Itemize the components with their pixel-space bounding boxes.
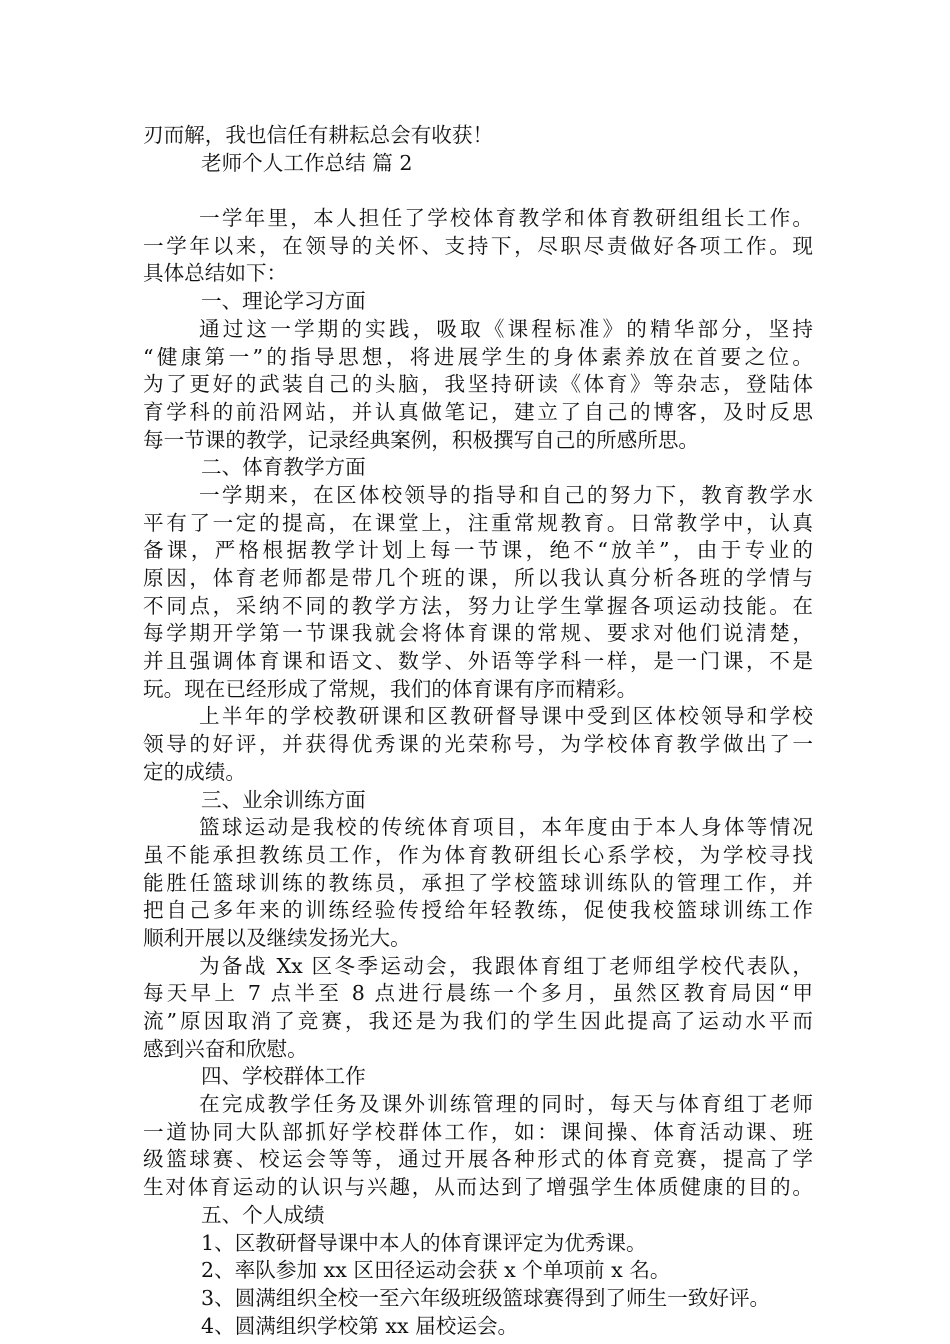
- paragraph-line: 具体总结如下：: [143, 261, 288, 286]
- paragraph-line: 一道协同大队部抓好学校群体工作，如：课间操、体育活动课、班: [143, 1119, 813, 1144]
- paragraph-line: 不同点，采纳不同的教学方法，努力让学生掌握各项运动技能。在: [143, 593, 813, 618]
- achievement-item: 3、圆满组织全校一至六年级班级篮球赛得到了师生一致好评。: [201, 1285, 771, 1310]
- achievement-item: 4、圆满组织学校第 xx 届校运会。: [201, 1313, 519, 1338]
- paragraph-line: 原因，体育老师都是带几个班的课，所以我认真分析各班的学情与: [143, 566, 813, 590]
- paragraph-line: 平有了一定的提高，在课堂上，注重常规教育。日常教学中，认真: [143, 510, 813, 535]
- paragraph-line: 上半年的学校教研课和区教研督导课中受到区体校领导和学校: [199, 704, 813, 729]
- paragraph-line: 一学年里，本人担任了学校体育教学和体育教研组组长工作。: [199, 206, 813, 231]
- paragraph-line: 感到兴奋和欣慰。: [143, 1036, 308, 1061]
- achievement-item: 1、区教研督导课中本人的体育课评定为优秀课。: [201, 1230, 647, 1255]
- section-heading: 四、学校群体工作: [201, 1064, 366, 1089]
- paragraph-line: 为了更好的武装自己的头脑，我坚持研读《体育》等杂志，登陆体: [143, 372, 813, 397]
- paragraph-line: 领导的好评，并获得优秀课的光荣称号，为学校体育教学做出了一: [143, 732, 813, 757]
- paragraph-line: 篮球运动是我校的传统体育项目，本年度由于本人身体等情况: [199, 815, 813, 840]
- paragraph-line: 定的成绩。: [143, 759, 246, 784]
- section-heading: 五、个人成绩: [201, 1202, 325, 1227]
- paragraph-line: 把自己多年来的训练经验传授给年轻教练，促使我校篮球训练工作: [143, 898, 813, 923]
- paragraph-line: “健康第一”的指导思想，将进展学生的身体素养放在首要之位。: [143, 344, 813, 369]
- paragraph-line: 通过这一学期的实践，吸取《课程标准》的精华部分，坚持: [199, 316, 813, 341]
- paragraph-line: 能胜任篮球训练的教练员，承担了学校篮球训练队的管理工作，并: [143, 870, 813, 895]
- paragraph-line: 并且强调体育课和语文、数学、外语等学科一样，是一门课，不是: [143, 649, 813, 674]
- paragraph-line: 育学科的前沿网站，并认真做笔记，建立了自己的博客，及时反思: [143, 399, 813, 424]
- paragraph-line: 每学期开学第一节课我就会将体育课的常规、要求对他们说清楚，: [143, 621, 813, 646]
- paragraph-line: 刃而解，我也信任有耕耘总会有收获！: [143, 123, 494, 147]
- paragraph-line: 在完成教学任务及课外训练管理的同时，每天与体育组丁老师: [199, 1092, 813, 1117]
- paragraph-line: 虽不能承担教练员工作，作为体育教研组长心系学校，为学校寻找: [143, 842, 813, 867]
- paragraph-line: 备课，严格根据教学计划上每一节课，绝不“放羊”，由于专业的: [143, 538, 813, 563]
- section-heading: 二、体育教学方面: [201, 455, 366, 480]
- paragraph-line: 级篮球赛、校运会等等，通过开展各种形式的体育竞赛，提高了学: [143, 1147, 813, 1172]
- section-heading: 三、业余训练方面: [201, 787, 366, 812]
- paragraph-line: 一学年以来，在领导的关怀、支持下，尽职尽责做好各项工作。现: [143, 233, 813, 258]
- paragraph-line: 玩。现在已经形成了常规，我们的体育课有序而精彩。: [143, 676, 638, 701]
- paragraph-line: 流”原因取消了竞赛，我还是为我们的学生因此提高了运动水平而: [143, 1009, 813, 1033]
- paragraph-line: 每一节课的教学，记录经典案例，积极撰写自己的所感所思。: [143, 427, 700, 452]
- paragraph-line: 顺利开展以及继续发扬光大。: [143, 925, 411, 950]
- section-title: 老师个人工作总结 篇 2: [201, 150, 413, 175]
- blank-line: [143, 177, 813, 205]
- document-body: [143, 122, 813, 1340]
- section-heading: 一、理论学习方面: [201, 289, 366, 314]
- paragraph-line: 一学期来，在区体校领导的指导和自己的努力下，教育教学水: [199, 482, 813, 507]
- paragraph-line: 生对体育运动的认识与兴趣，从而达到了增强学生体质健康的目的。: [143, 1175, 813, 1200]
- achievement-item: 2、率队参加 xx 区田径运动会获 x 个单项前 x 名。: [201, 1258, 671, 1283]
- paragraph-line: 每天早上 7 点半至 8 点进行晨练一个多月，虽然区教育局因“甲: [143, 981, 813, 1006]
- paragraph-line: 为备战 Xx 区冬季运动会，我跟体育组丁老师组学校代表队，: [199, 953, 813, 978]
